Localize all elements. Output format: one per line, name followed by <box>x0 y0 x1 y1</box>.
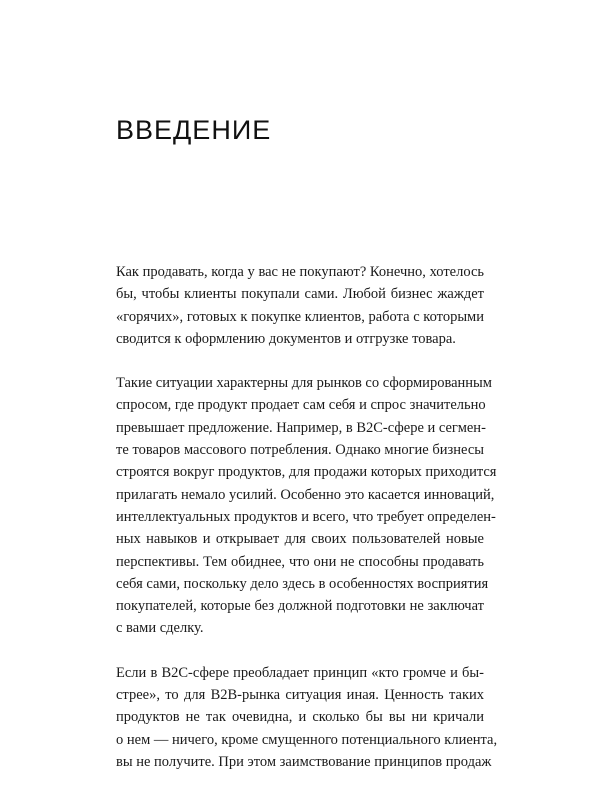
text-line: о нем — ничего, кроме смущенного потенциального клиента, <box>116 731 498 748</box>
body-text <box>116 261 498 795</box>
text-line: стрее», то для B2B-рынка ситуация иная. Ценность таких <box>116 687 484 704</box>
text-line: строятся вокруг продуктов, для продажи которых приходится <box>116 464 497 481</box>
text-line: ных навыков и открывает для своих пользователей новые <box>116 531 484 548</box>
text-line: перспективы. Тем обиднее, что они не способны продавать <box>116 553 484 570</box>
text-line: бы, чтобы клиенты покупали сами. Любой бизнес жаждет <box>116 286 484 303</box>
paragraph-2 <box>116 372 497 640</box>
text-line: сводится к оформлению документов и отгрузке товара. <box>116 330 456 347</box>
text-line: те товаров массового потребления. Однако многие бизнесы <box>116 442 484 459</box>
paragraph-3 <box>116 662 498 773</box>
text-line: вы не получите. При этом заимствование принципов продаж <box>116 753 492 770</box>
chapter-title: ВВЕДЕНИЕ <box>116 115 272 145</box>
text-line: прилагать немало усилий. Особенно это касается инноваций, <box>116 486 495 503</box>
text-line: покупателей, которые без должной подготовки не заключат <box>116 598 484 615</box>
text-line: с вами сделку. <box>116 620 204 637</box>
text-line: Если в B2C-сфере преобладает принцип «кто громче и бы- <box>116 664 484 681</box>
text-line: Как продавать, когда у вас не покупают? Конечно, хотелось <box>116 264 484 280</box>
text-line: интеллектуальных продуктов и всего, что требует определен- <box>116 508 496 525</box>
text-line: «горячих», готовых к покупке клиентов, работа с которыми <box>116 308 484 325</box>
text-line: превышает предложение. Например, в B2C-сфере и сегмен- <box>116 419 486 436</box>
text-line: Такие ситуации характерны для рынков со сформированным <box>116 375 492 392</box>
paragraph-1 <box>116 261 484 350</box>
text-line: спросом, где продукт продает сам себя и спрос значительно <box>116 397 486 414</box>
text-line: себя сами, поскольку дело здесь в особенностях восприятия <box>116 575 489 592</box>
text-line: продуктов не так очевидна, и сколько бы вы ни кричали <box>116 709 484 726</box>
